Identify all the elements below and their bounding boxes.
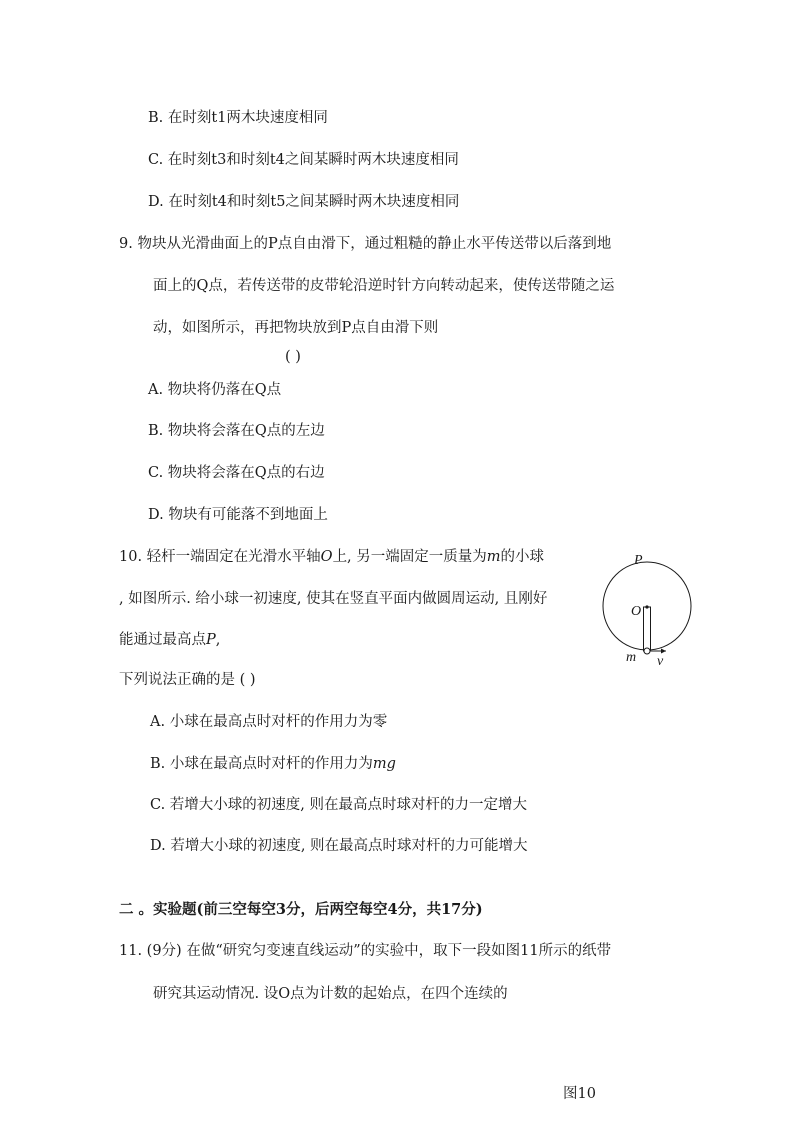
- q10-axis-var: O: [320, 549, 333, 565]
- q9-option-a: A. 物块将仍落在Q点: [148, 382, 282, 398]
- q9-option-b: B. 物块将会落在Q点的左边: [148, 423, 325, 439]
- q10-stem-1e: 的小球: [500, 549, 545, 565]
- velocity-arrowhead: [661, 649, 666, 654]
- label-m: m: [626, 650, 637, 665]
- q11-stem-line-1: 11. (9分) 在做“研究匀变速直线运动”的实验中，取下一段如图11所示的纸带: [119, 943, 612, 959]
- figure-caption: 图10: [563, 1086, 596, 1102]
- label-p: P: [634, 553, 643, 568]
- q10-point-var: P: [206, 632, 216, 648]
- q10-stem-line-1: [119, 547, 544, 567]
- q10-option-b-mg: mg: [372, 756, 396, 772]
- q10-stem-3a: 能通过最高点: [119, 632, 206, 648]
- q10-stem-1a: 10. 轻杆一端固定在光滑水平轴: [119, 549, 321, 565]
- q10-stem-line-3: [119, 630, 220, 650]
- q10-option-b: [150, 754, 396, 774]
- q10-mass-var: m: [486, 549, 501, 565]
- q8-option-c: C. 在时刻t3和时刻t4之间某瞬时两木块速度相同: [148, 152, 459, 168]
- q10-option-c: C. 若增大小球的初速度, 则在最高点时球对杆的力一定增大: [150, 797, 528, 813]
- q10-stem-3c: ,: [215, 632, 221, 648]
- q10-stem-line-2: , 如图所示. 给小球一初速度, 使其在竖直平面内做圆周运动, 且刚好: [119, 591, 548, 607]
- q10-stem-1c: 上, 另一端固定一质量为: [332, 549, 487, 565]
- q10-stem-line-4: 下列说法正确的是 ( ): [119, 672, 256, 688]
- label-v: v: [657, 654, 664, 667]
- q9-stem-line-1: 9. 物块从光滑曲面上的P点自由滑下，通过粗糙的静止水平传送带以后落到地: [119, 236, 612, 252]
- axis-point: [645, 605, 648, 608]
- small-ball: [644, 648, 650, 654]
- q9-answer-bracket: ( ): [285, 349, 301, 365]
- q11-stem-line-2: 研究其运动情况. 设O点为计数的起始点，在四个连续的: [153, 986, 508, 1002]
- q9-option-d: D. 物块有可能落不到地面上: [148, 507, 328, 523]
- section-2-heading: 二 。实验题(前三空每空3分，后两空每空4分，共17分): [119, 901, 483, 918]
- q10-option-b-text: B. 小球在最高点时对杆的作用力为: [150, 756, 373, 772]
- q8-option-b: B. 在时刻t1两木块速度相同: [148, 110, 328, 126]
- q10-option-d: D. 若增大小球的初速度, 则在最高点时球对杆的力可能增大: [150, 838, 528, 854]
- q8-option-d: D. 在时刻t4和时刻t5之间某瞬时两木块速度相同: [148, 194, 460, 210]
- q10-option-a: A. 小球在最高点时对杆的作用力为零: [150, 714, 388, 730]
- circular-motion-figure: [596, 549, 696, 667]
- q9-stem-line-2: 面上的Q点，若传送带的皮带轮沿逆时针方向转动起来，使传送带随之运: [153, 278, 615, 294]
- light-rod: [644, 607, 651, 651]
- q9-option-c: C. 物块将会落在Q点的右边: [148, 465, 325, 481]
- q9-stem-line-3: 动，如图所示，再把物块放到P点自由滑下则: [153, 320, 439, 336]
- label-o: O: [631, 604, 642, 619]
